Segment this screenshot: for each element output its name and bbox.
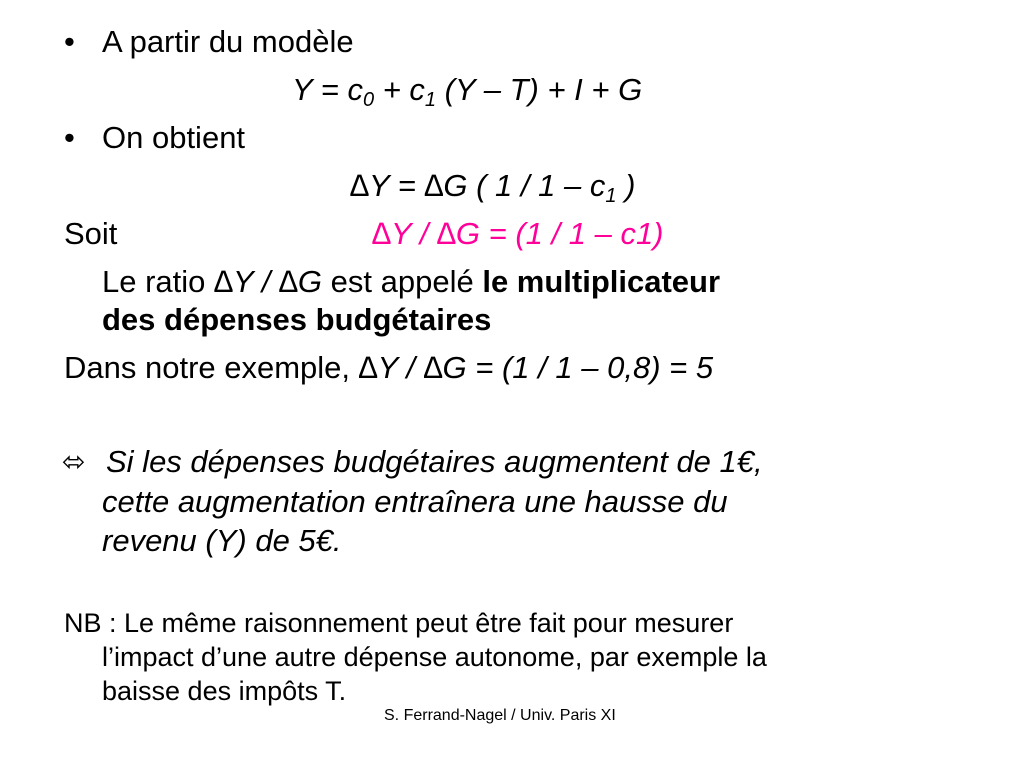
conclusion-line-1: Si les dépenses budgétaires augmentent de 1€, (106, 444, 763, 479)
soit-label: Soit (64, 216, 118, 251)
ratio-definition-cont: des dépenses budgétaires (102, 302, 492, 337)
ratio-definition: Le ratio ∆Y / ∆G est appelé le multiplicateur (102, 264, 721, 299)
bullet-item-model-text: A partir du modèle (102, 24, 354, 59)
conclusion-line-3: revenu (Y) de 5€. (102, 523, 342, 558)
equation-delta: ∆Y = ∆G ( $1 / 1 - c_1$ ) (350, 168, 636, 207)
bullet-item-obtain-text: On obtient (102, 120, 246, 155)
equation-model: $Y = c_0 + c_1$ (Y – T) + I + G (292, 72, 643, 111)
bullet-item-model (64, 24, 75, 60)
nb-line-3: baisse des impôts T. (102, 676, 347, 706)
nb-line-2: l’impact d’une autre dépense autonome, par exemple la (102, 642, 767, 672)
double-arrow-icon: ⬄ (62, 446, 86, 477)
bullet-glyph: • (64, 24, 75, 59)
bullet-glyph: • (64, 120, 75, 155)
bullet-item-obtain (64, 120, 75, 156)
example-line: Dans notre exemple, ∆Y / ∆G = (1 / 1 – 0,8) = 5 (64, 350, 714, 385)
nb-line-1: NB : Le même raisonnement peut être fait pour mesurer (64, 608, 734, 638)
multiplier-formula: ∆Y / ∆G = (1 / 1 – c1) (372, 216, 664, 251)
footer-credit: S. Ferrand-Nagel / Univ. Paris XI (384, 707, 616, 724)
conclusion-line-2: cette augmentation entraînera une hausse du (102, 484, 728, 519)
